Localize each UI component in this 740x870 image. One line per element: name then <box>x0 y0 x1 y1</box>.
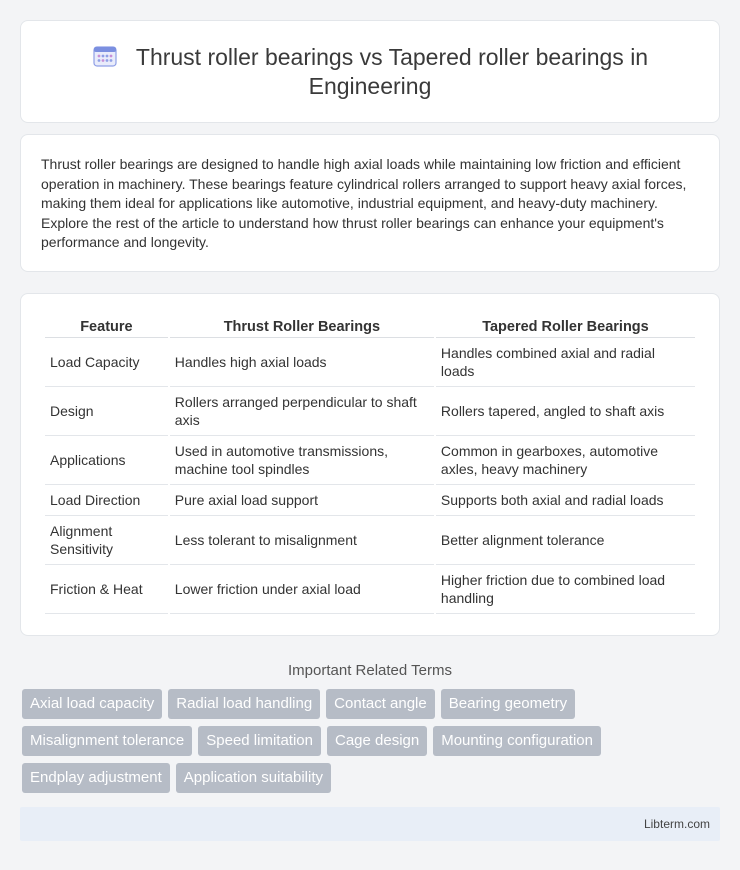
term-tag[interactable]: Bearing geometry <box>441 689 575 719</box>
related-terms-title: Important Related Terms <box>288 662 452 679</box>
comparison-table <box>43 316 697 614</box>
row-tapered: Common in gearboxes, automotive axles, heavy machinery <box>436 436 695 485</box>
term-tag[interactable]: Application suitability <box>176 763 331 793</box>
row-tapered: Better alignment tolerance <box>436 516 695 565</box>
row-feature: Load Direction <box>45 485 168 516</box>
row-tapered: Rollers tapered, angled to shaft axis <box>436 387 695 436</box>
row-tapered: Supports both axial and radial loads <box>436 485 695 516</box>
row-feature: Design <box>45 387 168 436</box>
comparison-table-card <box>20 293 720 636</box>
table-row <box>45 516 695 565</box>
term-tag[interactable]: Contact angle <box>326 689 435 719</box>
term-tag[interactable]: Misalignment tolerance <box>22 726 192 756</box>
table-row <box>45 436 695 485</box>
term-tag[interactable]: Endplay adjustment <box>22 763 170 793</box>
row-thrust: Less tolerant to misalignment <box>170 516 434 565</box>
header-feature: Feature <box>45 316 168 338</box>
table-row <box>45 338 695 387</box>
table-row <box>45 485 695 516</box>
row-thrust: Used in automotive transmissions, machine tool spindles <box>170 436 434 485</box>
row-feature: Alignment Sensitivity <box>45 516 168 565</box>
row-thrust: Rollers arranged perpendicular to shaft axis <box>170 387 434 436</box>
row-thrust: Handles high axial loads <box>170 338 434 387</box>
row-thrust: Lower friction under axial load <box>170 565 434 614</box>
table-header-row <box>45 316 695 338</box>
row-feature: Applications <box>45 436 168 485</box>
title-card <box>20 20 720 123</box>
related-terms-list <box>22 689 702 793</box>
intro-card <box>20 134 720 272</box>
header-thrust: Thrust Roller Bearings <box>170 316 434 338</box>
term-tag[interactable]: Cage design <box>327 726 427 756</box>
term-tag[interactable]: Axial load capacity <box>22 689 162 719</box>
footer-site-link[interactable]: Libterm.com <box>643 817 710 831</box>
table-row <box>45 565 695 614</box>
page-title-wrap <box>61 43 679 101</box>
header-tapered: Tapered Roller Bearings <box>436 316 695 338</box>
page-title: Thrust roller bearings vs Tapered roller bearings in Engineering <box>135 43 649 99</box>
footer <box>20 807 720 841</box>
row-feature: Friction & Heat <box>45 565 168 614</box>
term-tag[interactable]: Speed limitation <box>198 726 321 756</box>
term-tag[interactable]: Mounting configuration <box>433 726 601 756</box>
row-feature: Load Capacity <box>45 338 168 387</box>
calendar-grid-icon <box>92 44 118 68</box>
row-tapered: Higher friction due to combined load handling <box>436 565 695 614</box>
term-tag[interactable]: Radial load handling <box>168 689 320 719</box>
row-tapered: Handles combined axial and radial loads <box>436 338 695 387</box>
row-thrust: Pure axial load support <box>170 485 434 516</box>
intro-paragraph: Thrust roller bearings are designed to handle high axial loads while maintaining low friction and efficient operation in machinery. These bearings feature cylindrical rollers arranged to support heavy axial forces, making them ideal for applications like automotive, industrial equipment, and heavy-duty machinery. Explore the rest of the article to understand how thrust roller bearings can enhance your equipment's performance and longevity. <box>41 156 687 251</box>
table-row <box>45 387 695 436</box>
